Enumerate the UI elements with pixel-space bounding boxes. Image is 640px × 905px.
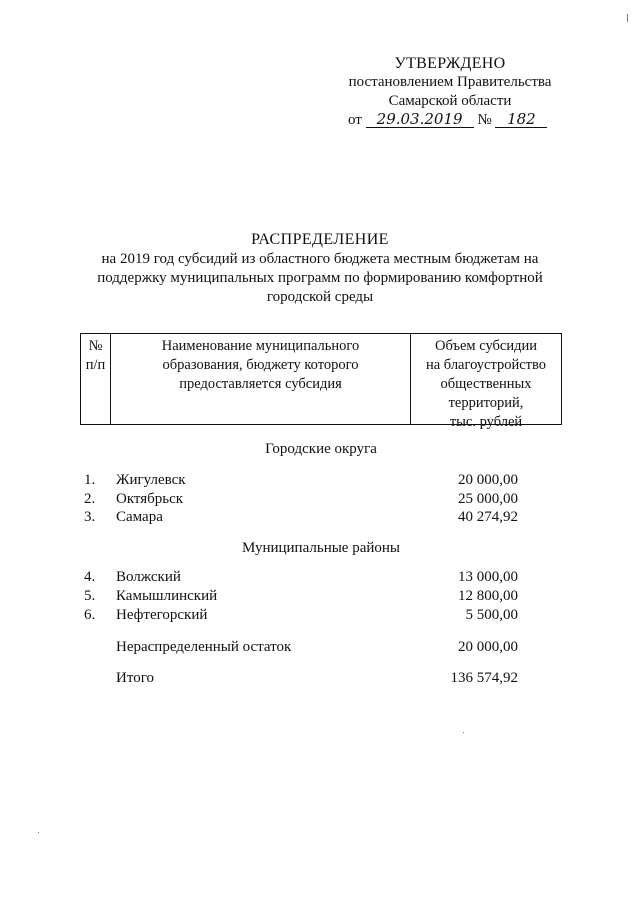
- table-row: [80, 471, 562, 490]
- header-cell-name: [111, 334, 411, 424]
- approval-title: УТВЕРЖДЕНО: [394, 55, 506, 72]
- row-value: 13 000,00: [458, 569, 518, 585]
- header-number-line-1: №: [88, 338, 103, 354]
- approval-authority: постановлением Правительства: [348, 74, 552, 90]
- table-row: [80, 490, 562, 509]
- approval-date: 29.03.2019: [366, 111, 474, 128]
- heading-line-3: городской среды: [266, 289, 374, 305]
- row-name: Камышлинский: [116, 588, 218, 604]
- header-cell-number: [81, 334, 111, 424]
- header-cell-amount: [411, 334, 561, 430]
- row-name: Жигулевск: [116, 472, 186, 488]
- remainder-label: Нераспределенный остаток: [116, 639, 292, 655]
- row-name: Волжский: [116, 569, 181, 585]
- header-amount-line-5: тыс. рублей: [449, 414, 523, 430]
- approval-region: Самарской области: [388, 93, 512, 109]
- row-name: Нефтегорский: [116, 607, 208, 623]
- header-number-line-2: п/п: [85, 357, 106, 373]
- scan-mark: [627, 14, 628, 22]
- row-name: Октябрьск: [116, 491, 184, 507]
- header-name-line-1: Наименование муниципального: [161, 338, 360, 354]
- remainder-value: 20 000,00: [458, 639, 518, 655]
- table-header: [80, 333, 562, 430]
- total-row: [80, 669, 562, 688]
- header-amount-line-2: на благоустройство: [425, 357, 547, 373]
- approval-stamp-block: [330, 54, 570, 130]
- row-value: 12 800,00: [458, 588, 518, 604]
- scan-mark: [463, 732, 464, 733]
- approval-date-line: [330, 111, 570, 130]
- total-value: 136 574,92: [450, 670, 518, 686]
- header-amount-line-4: территорий,: [448, 395, 524, 411]
- row-number: 1.: [84, 472, 96, 488]
- document-heading: [80, 230, 560, 307]
- table-row: [80, 568, 562, 587]
- row-value: 20 000,00: [458, 472, 518, 488]
- header-name-line-2: образования, бюджету которого: [162, 357, 359, 373]
- table-row: [80, 606, 562, 625]
- remainder-row: [80, 638, 562, 657]
- heading-line-2: поддержку муниципальных программ по формированию комфортной: [97, 270, 543, 286]
- total-label: Итого: [116, 670, 154, 686]
- scan-mark: [38, 832, 39, 833]
- row-number: 2.: [84, 491, 96, 507]
- section-title-municipal-districts: Муниципальные районы: [241, 540, 401, 556]
- row-number: 6.: [84, 607, 96, 623]
- table-row: [80, 587, 562, 606]
- heading-line-1: на 2019 год субсидий из областного бюджета местным бюджетам на: [101, 251, 539, 267]
- approval-number: 182: [495, 111, 547, 128]
- row-value: 40 274,92: [458, 509, 518, 525]
- row-number: 3.: [84, 509, 96, 525]
- row-number: 4.: [84, 569, 96, 585]
- date-prefix: от: [348, 112, 362, 128]
- number-sign: №: [477, 112, 492, 128]
- row-value: 25 000,00: [458, 491, 518, 507]
- table-row: [80, 508, 562, 527]
- header-amount-line-1: Объем субсидии: [435, 338, 537, 354]
- header-amount-line-3: общественных: [440, 376, 532, 392]
- row-value: 5 500,00: [465, 607, 518, 623]
- row-name: Самара: [116, 509, 163, 525]
- row-number: 5.: [84, 588, 96, 604]
- header-name-line-3: предоставляется субсидия: [179, 376, 342, 392]
- section-title-city-districts: Городские округа: [265, 441, 377, 457]
- document-title: РАСПРЕДЕЛЕНИЕ: [251, 231, 389, 248]
